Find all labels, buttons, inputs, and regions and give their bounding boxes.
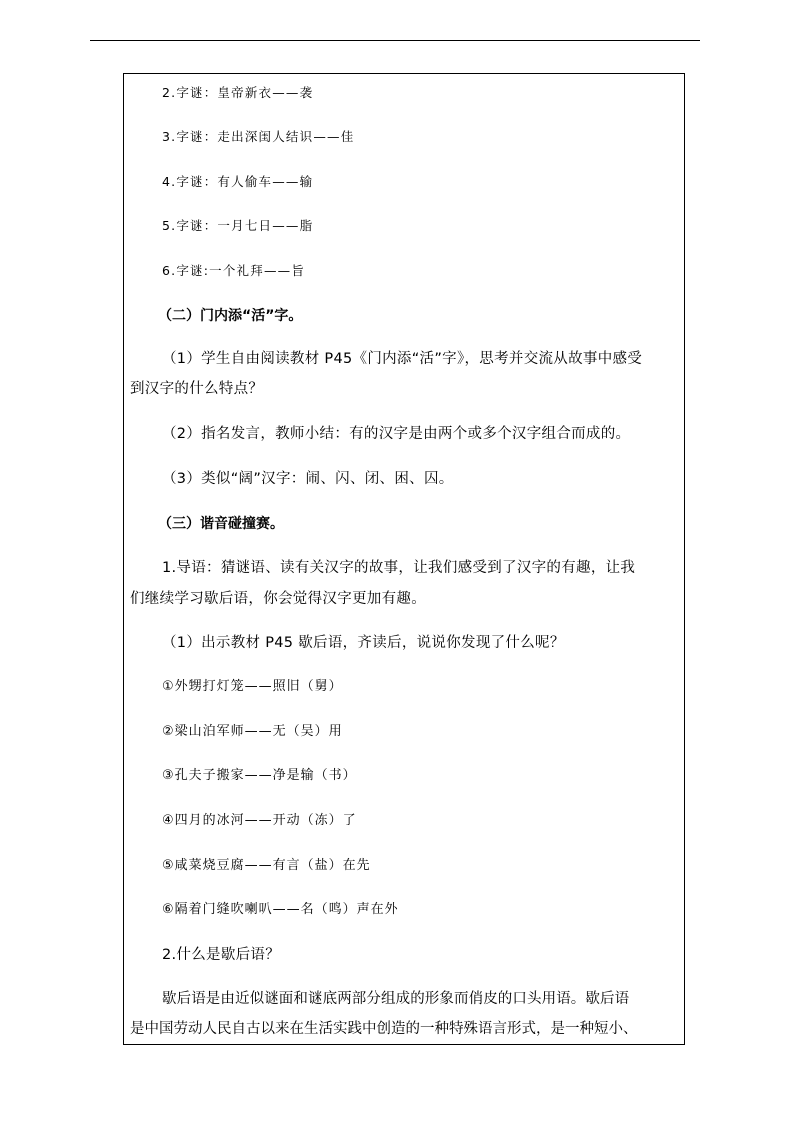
proverb-3: ③孔夫子搬家——净是输（书）: [162, 768, 357, 783]
riddle-3: 3.字谜：走出深闺人结识——佳: [162, 129, 355, 144]
proverb-4: ④四月的冰河——开动（冻）了: [162, 813, 357, 828]
lesson-content-table-cell: [123, 73, 685, 1045]
page-header-rule: [90, 40, 700, 41]
section3-answer-line2: 是中国劳动人民自古以来在生活实践中创造的一种特殊语言形式，是一种短小、: [130, 1021, 638, 1037]
riddle-2: 2.字谜：皇帝新衣——袭: [162, 85, 314, 100]
section2-item2: （2）指名发言，教师小结：有的汉字是由两个或多个汉字组合而成的。: [162, 426, 631, 442]
section-heading-3: （三）谐音碰撞赛。: [158, 516, 284, 532]
section2-item1-line2: 到汉字的什么特点？: [130, 381, 264, 397]
section3-intro-line1: 1.导语：猜谜语、读有关汉字的故事，让我们感受到了汉字的有趣，让我: [162, 560, 636, 576]
proverb-2: ②梁山泊军师——无（吴）用: [162, 724, 343, 739]
proverb-6: ⑥隔着门缝吹喇叭——名（鸣）声在外: [162, 902, 399, 917]
section3-intro-line2: 们继续学习歇后语，你会觉得汉字更加有趣。: [130, 591, 426, 607]
section3-question: 2.什么是歇后语？: [162, 947, 281, 963]
riddle-4: 4.字谜：有人偷车——输: [162, 174, 314, 189]
proverb-1: ①外甥打灯笼——照旧（舅）: [162, 679, 343, 694]
riddle-6: 6.字谜:一个礼拜——旨: [162, 263, 306, 278]
proverb-5: ⑤咸菜烧豆腐——有言（盐）在先: [162, 858, 371, 873]
section3-item1: （1）出示教材 P45 歇后语，齐读后，说说你发现了什么呢？: [162, 635, 565, 651]
section-heading-2: （二）门内添“活”字。: [158, 308, 303, 324]
section3-answer-line1: 歇后语是由近似谜面和谜底两部分组成的形象而俏皮的口头用语。歇后语: [162, 991, 630, 1007]
riddle-5: 5.字谜：一月七日——脂: [162, 218, 314, 233]
section2-item3: （3）类似“阔”汉字：闹、闪、闭、困、囚。: [162, 471, 454, 487]
section2-item1-line1: （1）学生自由阅读教材 P45《门内添“活”字》，思考并交流从故事中感受: [162, 351, 643, 367]
